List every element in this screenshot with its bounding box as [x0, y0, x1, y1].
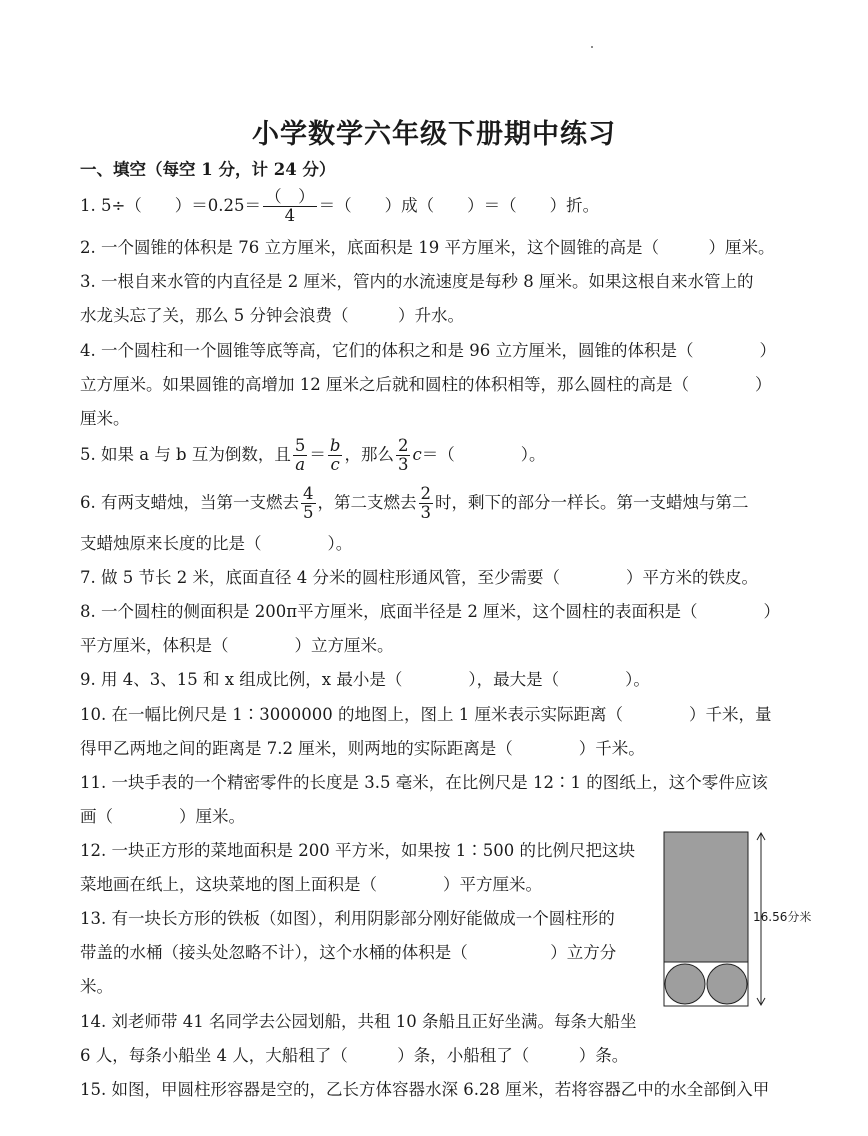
question-11-line-1: 11. 一块手表的一个精密零件的长度是 3.5 毫米，在比例尺是 12∶1 的图纸上，这个零件应该 [80, 773, 768, 792]
q1-text-b: ＝（ ）成（ ）＝（ ）折。 [318, 196, 600, 215]
q6-f2-den: 3 [420, 503, 431, 522]
figure-dimension-label: 16.56分米 [753, 910, 812, 924]
q5-fraction-3 [396, 437, 411, 474]
q6-text-c: 时，剩下的部分一样长。第一支蜡烛与第二 [435, 493, 749, 512]
question-8-line-1: 8. 一个圆柱的侧面积是 200π平方厘米，底面半径是 2 厘米，这个圆柱的表面积是（ ） [80, 602, 781, 621]
question-7: 7. 做 5 节长 2 米，底面直径 4 分米的圆柱形通风管，至少需要（ ）平方米的铁皮。 [80, 568, 758, 587]
q1-frac-den: 4 [284, 206, 296, 225]
q5-f1-den: a [295, 455, 306, 474]
question-13-line-3: 米。 [80, 977, 113, 996]
q6-f2-num: 2 [420, 484, 431, 503]
page-title: 小学数学六年级下册期中练习 [252, 119, 616, 150]
question-12-line-1: 12. 一块正方形的菜地面积是 200 平方米，如果按 1∶500 的比例尺把这块 [80, 841, 635, 860]
question-6-line-2: 支蜡烛原来长度的比是（ ）。 [80, 534, 353, 553]
q6-fraction-2 [419, 485, 434, 522]
q5-f2-den: c [330, 455, 340, 474]
shaded-rectangle [664, 832, 748, 962]
question-2: 2. 一个圆锥的体积是 76 立方厘米，底面积是 19 平方厘米，这个圆锥的高是（ ）厘米。 [80, 238, 775, 257]
right-circle [707, 964, 747, 1004]
question-3-line-2: 水龙头忘了关，那么 5 分钟会浪费（ ）升水。 [80, 306, 464, 325]
q5-text-c: ＝（ ）。 [421, 445, 546, 464]
question-3-line-1: 3. 一根自来水管的内直径是 2 厘米，管内的水流速度是每秒 8 厘米。如果这根自来水管上的 [80, 272, 754, 291]
q6-text-a: 6. 有两支蜡烛，当第一支燃去 [80, 493, 299, 512]
q5-text-a: 5. 如果 a 与 b 互为倒数，且 [80, 445, 291, 464]
question-13-line-1: 13. 有一块长方形的铁板（如图），利用阴影部分刚好能做成一个圆柱形的 [80, 909, 615, 928]
question-6-line-1 [80, 485, 749, 522]
q6-fraction-1 [301, 485, 316, 522]
question-10-line-1: 10. 在一幅比例尺是 1∶3000000 的地图上，图上 1 厘米表示实际距离（ ）千米，量 [80, 705, 772, 724]
q5-f3-num: 2 [397, 436, 409, 455]
question-12-line-2: 菜地画在纸上，这块菜地的图上面积是（ ）平方厘米。 [80, 875, 542, 894]
question-11-line-2: 画（ ）厘米。 [80, 807, 245, 826]
q5-f1-num: 5 [294, 436, 306, 455]
q5-f2-num: b [329, 436, 341, 455]
question-8-line-2: 平方厘米，体积是（ ）立方厘米。 [80, 636, 394, 655]
question-4-line-3: 厘米。 [80, 409, 130, 428]
q5-var-c: c [412, 445, 422, 464]
question-10-line-2: 得甲乙两地之间的距离是 7.2 厘米，则两地的实际距离是（ ）千米。 [80, 739, 645, 758]
section-heading: 一、填空（每空 1 分，计 24 分） [80, 160, 336, 179]
question-5 [80, 437, 545, 474]
question-4-line-1: 4. 一个圆柱和一个圆锥等底等高，它们的体积之和是 96 立方厘米，圆锥的体积是（ ） [80, 341, 776, 360]
question-14-line-2: 6 人，每条小船坐 4 人，大船租了（ ）条，小船租了（ ）条。 [80, 1046, 629, 1065]
q6-text-b: ，第二支燃去 [317, 493, 417, 512]
q5-f3-den: 3 [397, 455, 409, 474]
question-15: 15. 如图，甲圆柱形容器是空的，乙长方体容器水深 6.28 厘米，若将容器乙中的水全部倒入甲 [80, 1080, 770, 1099]
q6-f1-num: 4 [303, 484, 314, 503]
question-14-line-1: 14. 刘老师带 41 名同学去公园划船，共租 10 条船且正好坐满。每条大船坐 [80, 1012, 637, 1031]
left-circle [665, 964, 705, 1004]
q5-text-b: ，那么 [344, 445, 394, 464]
question-13-line-2: 带盖的水桶（接头处忽略不计），这个水桶的体积是（ ）立方分 [80, 943, 617, 962]
q6-f1-den: 5 [303, 503, 314, 522]
stray-dot [591, 46, 593, 48]
q5-fraction-1 [293, 437, 308, 474]
q1-frac-num: （ ） [265, 187, 315, 206]
q5-fraction-2 [328, 437, 343, 474]
q5-equals: ＝ [309, 445, 326, 464]
question-1 [80, 188, 599, 225]
question-9: 9. 用 4、3、15 和 x 组成比例，x 最小是（ ），最大是（ ）。 [80, 670, 650, 689]
q1-fraction [263, 188, 317, 225]
q1-text-a: 1. 5÷（ ）＝0.25＝ [80, 196, 262, 215]
question-4-line-2: 立方厘米。如果圆锥的高增加 12 厘米之后就和圆柱的体积相等，那么圆柱的高是（ ） [80, 375, 772, 394]
